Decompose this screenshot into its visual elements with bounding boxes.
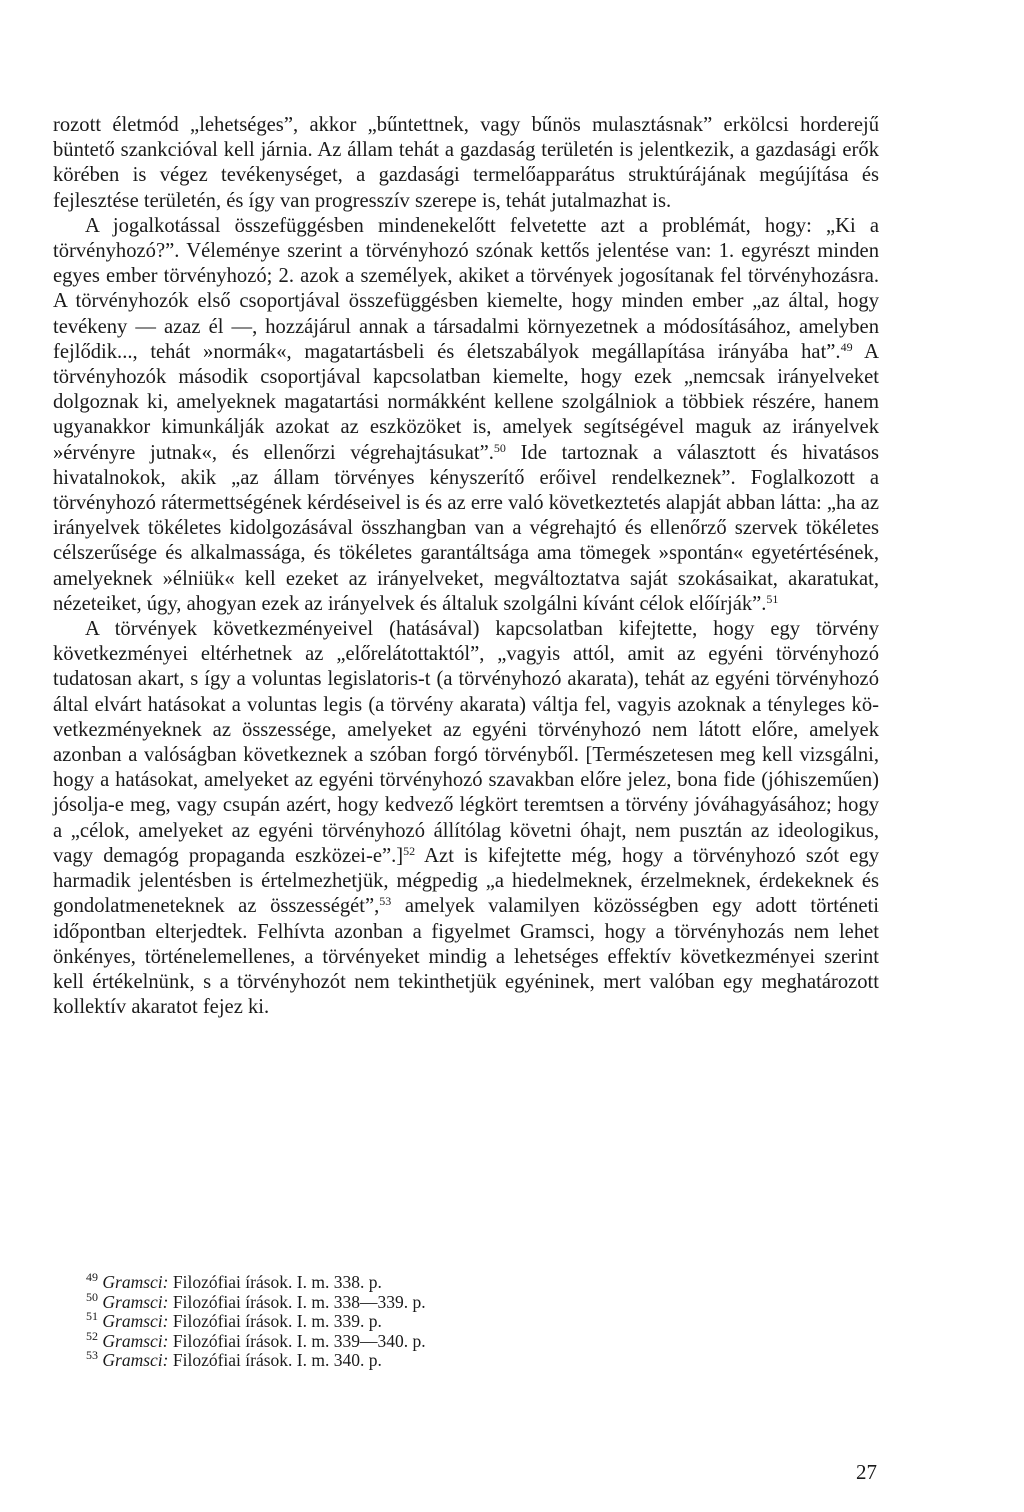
footnote (86, 1328, 786, 1352)
paragraph-text: amelyek valamilyen közösségben egy adott történeti időpontban elterjedtek. Felhívta azonban a figyelmet Gramsci, hogy a törvényhozás nem lehet önkényes, történelemellenes, a törvényeket mindig a lehetséges effektív következményei szerint kell értékelnünk, s a törvényhozót nem tekinthetjük egyéninek, mert valóban egy meghatározott kollektív akaratot fejez ki. (53, 895, 880, 1019)
paragraph-text: A törvényhozók második csoportjával kapcsolatban kiemelte, hogy ezek „nemcsak irányelveket dolgoznak ki, amelyeknek magatartási normákként kellene szolgálniok a többiek részére, hanem ugyanakkor kimunkálják azokat az eszközöket is, amelyek segítségével maguk az irányelvek »érvényre jutnak«, és ellenőrzi végrehajtásukat”. (53, 340, 880, 464)
footnote-author: Gramsci: (98, 1291, 169, 1312)
paragraph-text: Ide tartoznak a választott és hivatásos hivatalnokok, akik „az állam törvényes kényszerítő erőivel rendelkeznek”. Foglalkozott a törvényhozó rátermettségének kérdéseivel is és az erre való következtetés alapját abban látta: „ha az irányelvek tökéletes kidolgozásával összhangban van a végrehajtó és ellenőrző szervek tökéletes célszerűsége és alkalmassága, és tökéletes garantáltsága ama tömegek »spontán« egyetértésének, amelyeknek »élniük« kell ezeket az irányelveket, megváltoztatva saját szokásaikat, akaratukat, nézeteiket, úgy, ahogyan ezek az irányelvek és általuk szolgálni kívánt célok előírják”. (53, 441, 880, 615)
footnote-number: 52 (86, 1328, 98, 1343)
footnote-number: 49 (86, 1270, 98, 1284)
paragraph-text: rozott életmód „lehetséges”, akkor „bűntettnek, vagy bűnös mulasztásnak” erkölcsi horderejű büntető szankcióval kell járnia. Az állam tehát a gazdaság területén is jelentkezik, a gazdasági erők körében is végez tevékenységet, a gazdasági termelőapparátus struktúrájának megújítása és fejlesztése területén, és így van progresszív szerepe is, tehát jutalmazhat is. (53, 114, 879, 212)
page-number: 27 (856, 1460, 877, 1484)
footnote-author: Gramsci: (98, 1272, 169, 1292)
footnote-author: Gramsci: (98, 1350, 169, 1370)
footnote (86, 1309, 786, 1332)
paragraph-text: A jogalkotással összefüggésben mindenekelőtt felvetette azt a problémát, hogy: „Ki a törvényhozó?”. Véleménye szerint a törvényhozó szónak kettős jelentése van: 1. egyrészt minden egyes ember törvényhozó; 2. azok a személyek, akiket a törvények jogosítanak fel törvényhozásra. A törvényhozók első csoportjával összefüggésben kiemelte, hogy minden ember „az által, hogy tevékeny — azaz él —, hozzájárul annak a társadalmi környezetnek a módosításához, amelyben fejlődik..., tehát »normák«, magatartásbeli és életszabályok megállapítása irányába hat”. (53, 214, 879, 363)
footnotes (86, 1270, 786, 1371)
page-body (53, 113, 879, 1020)
footnote-ref: 49 (840, 339, 853, 354)
footnote-text: Filozófiai írások. I. m. 338—339. p. (168, 1291, 426, 1312)
paragraph-text: A törvények következményeivel (hatásával) kapcsolatban kifejtette, hogy egy törvény következményei eltérhetnek az „előrelátottaktól”, „vagyis attól, amit az egyéni törvényhozó tudatosan akart, s így a voluntas legislatoris-t (a törvényhozó akarata), tehát az egyéni törvényhozó által elvárt hatásokat a voluntas legis (a törvény akarata) váltja fel, vagyis azoknak a tényleges következményeknek az összessége, amelyeket az egyéni törvényhozó nem látott előre, amelyek azonban a valóságban következnek a szóban forgó törvényből. [Természetesen meg kell vizsgálni, hogy a hatásokat, amelyeket az egyéni törvényhozó szavakban előre jelez, bona fide (jóhiszeműen) jósolja-e meg, vagy csupán azért, hogy kedvező légkört teremtsen a törvény jóváhagyásához; hogy a „célok, amelyeket az egyéni törvényhozó állítólag követni óhajt, nem pusztán az ideologikus, vagy demagóg propaganda eszközei-e”.] (53, 618, 879, 867)
footnote (86, 1289, 786, 1313)
footnote-author: Gramsci: (98, 1330, 169, 1351)
footnote-text: Filozófiai írások. I. m. 339—340. p. (168, 1330, 426, 1351)
footnote-number: 53 (86, 1348, 98, 1362)
footnote-text: Filozófiai írások. I. m. 339. p. (168, 1311, 382, 1331)
paragraph-text: Azt is kifejtette még, hogy a törvényhozó szót egy harmadik jelentésben is értelmezhetjük, mégpedig „a hiedelmeknek, érzelmeknek, érdekeknek és gondolatmeneteknek az összességét”, (53, 844, 879, 918)
paragraph (53, 617, 879, 1020)
footnote (86, 1348, 786, 1371)
footnote (86, 1270, 786, 1293)
footnote-ref: 52 (403, 843, 416, 858)
footnote-number: 51 (86, 1309, 98, 1323)
footnote-text: Filozófiai írások. I. m. 340. p. (168, 1350, 382, 1370)
footnote-ref: 53 (379, 894, 392, 909)
footnote-ref: 50 (493, 440, 506, 455)
paragraph (53, 113, 879, 214)
paragraph (53, 214, 879, 617)
footnote-text: Filozófiai írások. I. m. 338. p. (168, 1272, 382, 1292)
footnote-ref: 51 (766, 591, 779, 606)
footnote-author: Gramsci: (98, 1311, 169, 1331)
footnote-number: 50 (86, 1289, 98, 1304)
